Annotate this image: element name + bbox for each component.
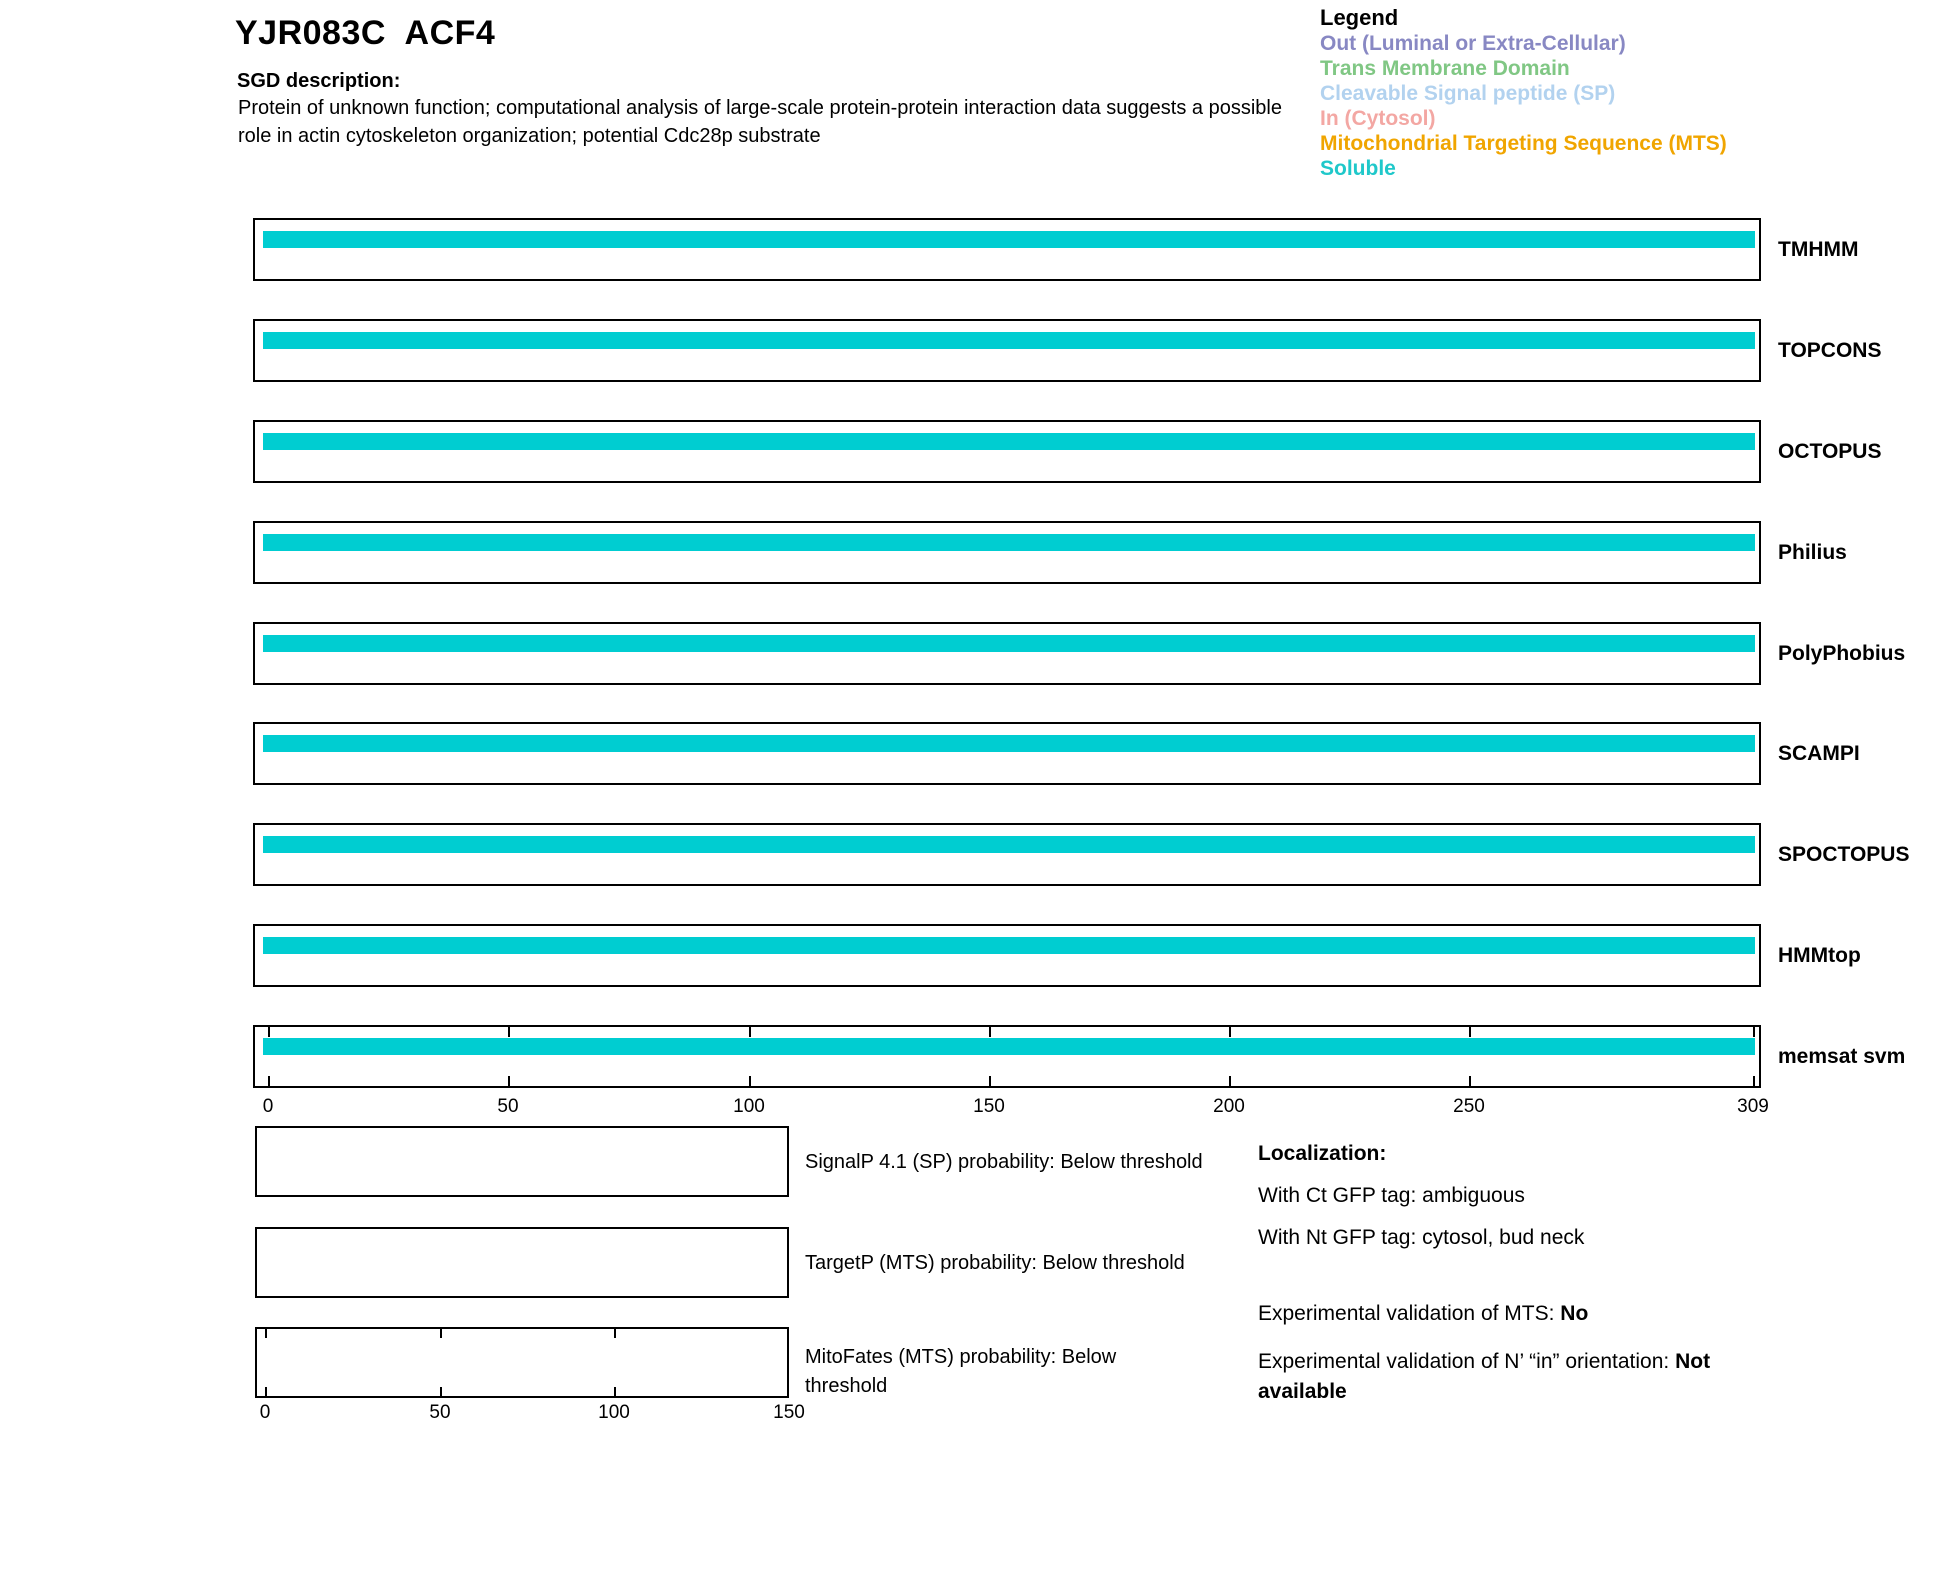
track-box-hmmtop xyxy=(253,924,1761,987)
sgd-description-text: Protein of unknown function; computational analysis of large-scale protein-protein interaction data suggests a possible role in actin cytoskeleton organization; potential Cdc28p substrate xyxy=(238,97,1282,147)
axis-tick xyxy=(614,1387,616,1396)
axis-tick xyxy=(749,1027,751,1037)
track-label-polyphobius: PolyPhobius xyxy=(1778,642,1906,665)
probability-plot-label-2: TargetP (MTS) probability: Below threshold xyxy=(805,1252,1185,1274)
track-box-tmhmm xyxy=(253,218,1761,281)
probability-axis-label: 100 xyxy=(598,1402,630,1423)
axis-tick xyxy=(268,1076,270,1086)
track-box-memsat-svm xyxy=(253,1025,1761,1088)
soluble-prediction-bar xyxy=(263,1038,1755,1055)
soluble-prediction-bar xyxy=(263,433,1755,450)
axis-tick xyxy=(1469,1027,1471,1037)
axis-tick xyxy=(440,1387,442,1396)
soluble-prediction-bar xyxy=(263,534,1755,551)
probability-axis-label: 0 xyxy=(259,1402,271,1423)
axis-tick xyxy=(508,1027,510,1037)
residue-axis-label: 250 xyxy=(1453,1096,1485,1117)
page-title: YJR083C ACF4 xyxy=(235,14,496,52)
track-label-scampi: SCAMPI xyxy=(1778,742,1860,765)
probability-axis-label: 150 xyxy=(773,1402,805,1423)
soluble-prediction-bar xyxy=(263,735,1755,752)
soluble-prediction-bar xyxy=(263,231,1755,248)
legend-item-3: Cleavable Signal peptide (SP) xyxy=(1320,82,1616,105)
orientation-validation-line xyxy=(1258,1347,1783,1407)
axis-tick xyxy=(268,1027,270,1037)
track-box-octopus xyxy=(253,420,1761,483)
track-label-tmhmm: TMHMM xyxy=(1778,238,1859,261)
residue-axis-label: 150 xyxy=(973,1096,1005,1117)
axis-tick xyxy=(1753,1076,1755,1086)
axis-tick xyxy=(265,1329,267,1338)
probability-plot-box-1 xyxy=(255,1126,789,1197)
residue-axis-label: 50 xyxy=(497,1096,519,1117)
localization-block xyxy=(1258,1142,1818,1425)
orientation-validation-label: Experimental validation of N’ “in” orientation: xyxy=(1258,1350,1676,1373)
legend-item-4: In (Cytosol) xyxy=(1320,107,1436,130)
spacer xyxy=(1258,1267,1818,1299)
track-box-scampi xyxy=(253,722,1761,785)
axis-tick xyxy=(989,1076,991,1086)
ct-gfp-line: With Ct GFP tag: ambiguous xyxy=(1258,1184,1525,1207)
orientation-validation-value: Not available xyxy=(1258,1350,1711,1403)
track-label-memsat-svm: memsat svm xyxy=(1778,1045,1906,1068)
axis-tick xyxy=(1753,1027,1755,1037)
axis-tick xyxy=(614,1329,616,1338)
probability-axis-label: 50 xyxy=(429,1402,451,1423)
probability-plot-box-3 xyxy=(255,1327,789,1398)
probability-plot-label-1: SignalP 4.1 (SP) probability: Below threshold xyxy=(805,1151,1203,1173)
legend-item-6: Soluble xyxy=(1320,157,1396,180)
axis-tick xyxy=(265,1387,267,1396)
soluble-prediction-bar xyxy=(263,635,1755,652)
track-label-spoctopus: SPOCTOPUS xyxy=(1778,843,1910,866)
residue-axis-label: 100 xyxy=(733,1096,765,1117)
soluble-prediction-bar xyxy=(263,836,1755,853)
residue-axis-label: 200 xyxy=(1213,1096,1245,1117)
track-box-philius xyxy=(253,521,1761,584)
legend-item-1: Out (Luminal or Extra-Cellular) xyxy=(1320,32,1626,55)
residue-axis-label: 0 xyxy=(262,1096,274,1117)
mts-validation-label: Experimental validation of MTS: xyxy=(1258,1302,1561,1325)
track-box-topcons xyxy=(253,319,1761,382)
axis-tick xyxy=(749,1076,751,1086)
soluble-prediction-bar xyxy=(263,937,1755,954)
legend-item-5: Mitochondrial Targeting Sequence (MTS) xyxy=(1320,132,1727,155)
axis-tick xyxy=(989,1027,991,1037)
mts-validation-line xyxy=(1258,1299,1783,1329)
probability-plot-label-3: MitoFates (MTS) probability: Below threshold xyxy=(805,1346,1117,1397)
axis-tick xyxy=(1469,1076,1471,1086)
probability-plot-box-2 xyxy=(255,1227,789,1298)
track-box-spoctopus xyxy=(253,823,1761,886)
axis-tick xyxy=(1229,1076,1231,1086)
track-label-hmmtop: HMMtop xyxy=(1778,944,1861,967)
soluble-prediction-bar xyxy=(263,332,1755,349)
track-label-philius: Philius xyxy=(1778,541,1847,564)
axis-tick xyxy=(440,1329,442,1338)
track-label-topcons: TOPCONS xyxy=(1778,339,1882,362)
track-box-polyphobius xyxy=(253,622,1761,685)
track-label-octopus: OCTOPUS xyxy=(1778,440,1882,463)
axis-tick xyxy=(1229,1027,1231,1037)
legend xyxy=(1320,5,1727,181)
localization-heading: Localization: xyxy=(1258,1142,1387,1165)
legend-item-2: Trans Membrane Domain xyxy=(1320,57,1570,80)
sgd-description-label: SGD description: xyxy=(237,70,401,92)
residue-axis-label: 309 xyxy=(1737,1096,1769,1117)
mts-validation-value: No xyxy=(1560,1302,1589,1325)
legend-heading: Legend xyxy=(1320,5,1399,30)
nt-gfp-line: With Nt GFP tag: cytosol, bud neck xyxy=(1258,1226,1585,1249)
axis-tick xyxy=(508,1076,510,1086)
